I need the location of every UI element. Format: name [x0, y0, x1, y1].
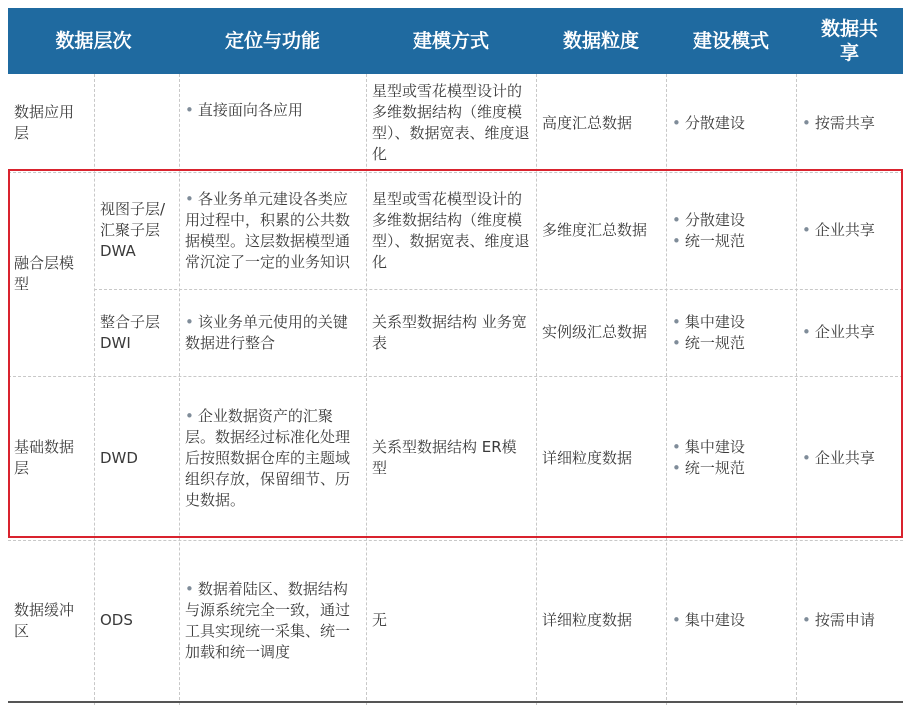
- base-sharing: • 企业共享: [796, 376, 903, 540]
- dwa-sublayer: 视图子层/汇聚子层 DWA: [100, 200, 166, 260]
- ods-build-mode: • 集中建设: [666, 540, 796, 701]
- dwa-modeling: 星型或雪花模型设计的多维数据结构（维度模型）、数据宽表、维度退化: [372, 189, 530, 271]
- app-layer-name: 数据应用层: [14, 103, 75, 142]
- dwi-function: • 该业务单元使用的关键数据进行整合: [179, 289, 366, 376]
- dwi-granularity: 实例级汇总数据: [542, 323, 648, 341]
- header-build-mode: 建设模式: [666, 8, 796, 74]
- dwa-function: • 各业务单元建设各类应用过程中，积累的公共数据模型。这层数据模型通常沉淀了一定的业务知识: [179, 172, 366, 289]
- app-build-mode: • 分散建设: [666, 74, 796, 172]
- header-granularity: 数据粒度: [536, 8, 666, 74]
- base-granularity: 详细粒度数据: [542, 448, 633, 467]
- ods-modeling: 无: [372, 611, 388, 629]
- app-sharing: • 按需共享: [796, 74, 903, 172]
- ods-function: • 数据着陆区、数据结构与源系统完全一致，通过工具实现统一采集、统一加载和统一调度: [179, 540, 366, 701]
- base-layer-name: 基础数据层: [14, 438, 75, 477]
- dwi-sharing: • 企业共享: [796, 289, 903, 376]
- dwi-modeling: 关系型数据结构 业务宽表: [372, 312, 527, 352]
- ods-granularity: 详细粒度数据: [542, 611, 633, 629]
- base-modeling: 关系型数据结构 ER模型: [372, 438, 517, 477]
- base-build-mode: • 集中建设 • 统一规范: [666, 376, 796, 540]
- dwa-build-mode: • 分散建设 • 统一规范: [666, 172, 796, 289]
- dwa-sharing: • 企业共享: [796, 172, 903, 289]
- app-granularity: 高度汇总数据: [542, 113, 633, 132]
- base-function: • 企业数据资产的汇聚层。数据经过标准化处理后按照数据仓库的主题域组织存放，保留细节、历史数据。: [179, 376, 366, 540]
- header-function: 定位与功能: [179, 8, 366, 74]
- base-sublayer: DWD: [100, 448, 138, 467]
- app-function: • 直接面向各应用: [179, 74, 366, 172]
- header-sharing: 数据共享: [796, 8, 903, 74]
- header-modeling: 建模方式: [366, 8, 536, 74]
- dwi-sublayer: 整合子层 DWI: [100, 312, 161, 352]
- app-modeling: 星型或雪花模型设计的多维数据结构（维度模型）、数据宽表、维度退化: [372, 82, 530, 163]
- ods-sharing: • 按需申请: [796, 540, 903, 701]
- data-layer-table: [8, 8, 903, 705]
- dwi-build-mode: • 集中建设 • 统一规范: [666, 289, 796, 376]
- header-layer: 数据层次: [8, 8, 179, 74]
- ods-layer-name: 数据缓冲区: [14, 600, 75, 640]
- ods-sublayer: ODS: [100, 611, 133, 629]
- fusion-layer-name: 融合层模型: [14, 254, 75, 293]
- dwa-granularity: 多维度汇总数据: [542, 221, 648, 239]
